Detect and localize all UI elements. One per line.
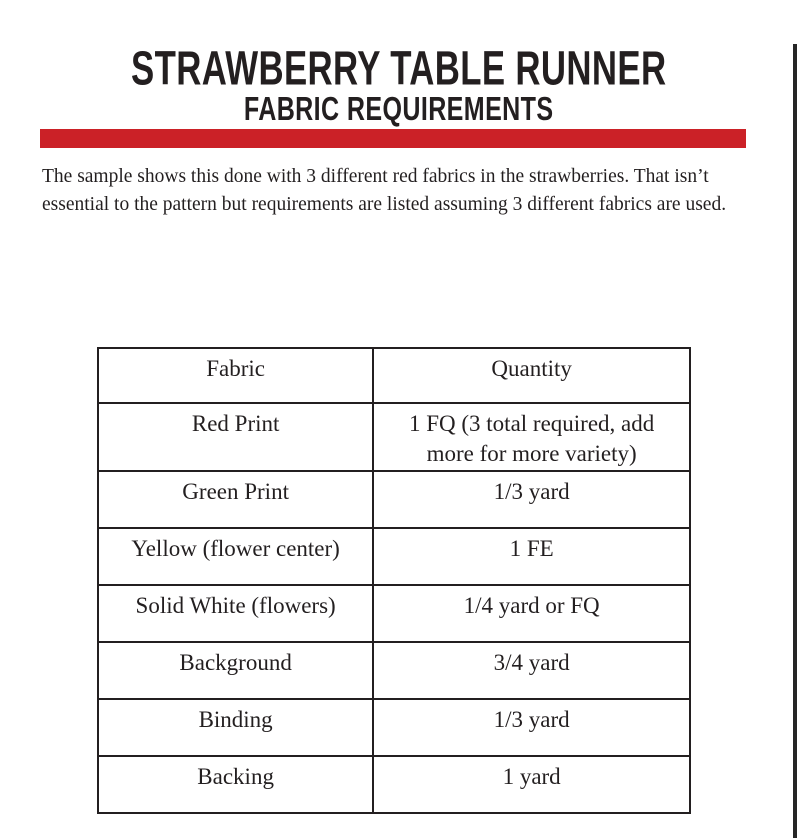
fabric-requirements-table <box>97 347 691 814</box>
document-page <box>0 40 798 838</box>
table-cell: Red Print <box>98 403 373 471</box>
page-title <box>0 40 798 95</box>
page-title-text: STRAWBERRY TABLE RUNNER <box>131 40 667 95</box>
table-cell: Background <box>98 642 373 699</box>
table-cell: 1 yard <box>373 756 690 813</box>
table-cell: Binding <box>98 699 373 756</box>
table-cell: 1 FQ (3 total required, add more for more variety) <box>373 403 690 471</box>
table-cell: 1 FE <box>373 528 690 585</box>
table-cell: 1/3 yard <box>373 471 690 528</box>
table-cell: 3/4 yard <box>373 642 690 699</box>
intro-paragraph: The sample shows this done with 3 different red fabrics in the strawberries. That isn’t essential to the pattern but requirements are listed assuming 3 different fabrics are used. <box>42 166 727 215</box>
table-cell: Solid White (flowers) <box>98 585 373 642</box>
red-divider-bar <box>40 129 746 148</box>
table-cell: Backing <box>98 756 373 813</box>
table-header-row <box>98 348 690 403</box>
column-header-fabric: Fabric <box>98 348 373 403</box>
table-cell: Yellow (flower center) <box>98 528 373 585</box>
table-cell: 1/4 yard or FQ <box>373 585 690 642</box>
table-row <box>98 471 690 528</box>
table-row <box>98 528 690 585</box>
table-cell: Green Print <box>98 471 373 528</box>
table-row <box>98 756 690 813</box>
table-row <box>98 699 690 756</box>
page-subtitle <box>0 92 798 125</box>
column-header-quantity: Quantity <box>373 348 690 403</box>
table-cell: 1/3 yard <box>373 699 690 756</box>
page-subtitle-text: FABRIC REQUIREMENTS <box>244 90 554 127</box>
table-row <box>98 642 690 699</box>
table-row <box>98 403 690 471</box>
table-row <box>98 585 690 642</box>
page-edge-border <box>793 44 797 838</box>
